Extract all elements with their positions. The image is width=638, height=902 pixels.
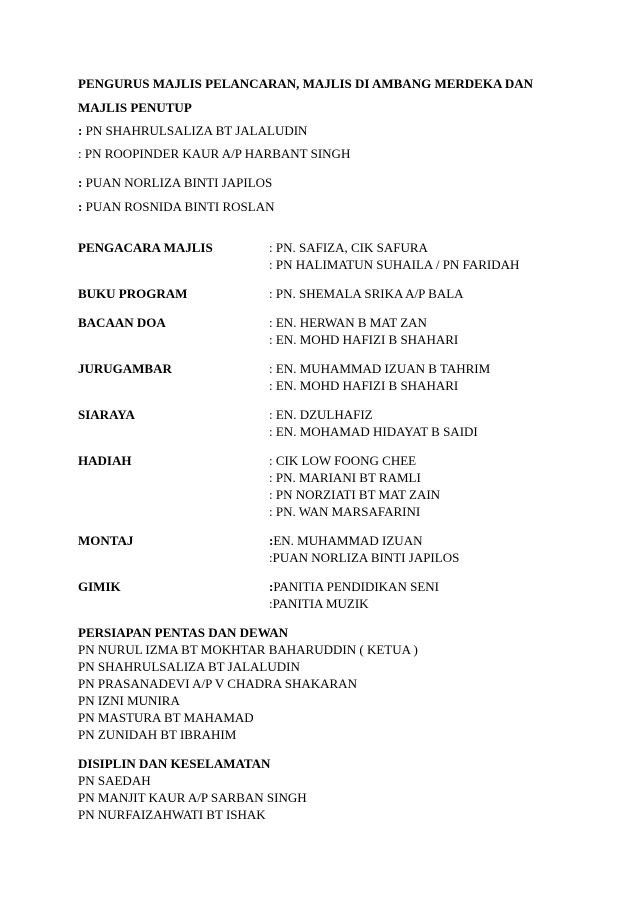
committee-member: : PN NORZIATI BT MAT ZAIN bbox=[269, 487, 441, 502]
section-title-disiplin: DISIPLIN DAN KESELAMATAN bbox=[78, 756, 271, 771]
committee-member: : EN. MOHD HAFIZI B SHAHARI bbox=[269, 332, 459, 347]
list-item: PN NURFAIZAHWATI BT ISHAK bbox=[78, 807, 266, 822]
member-name: EN. MUHAMMAD IZUAN bbox=[273, 533, 423, 548]
committee-member: : PN. WAN MARSAFARINI bbox=[269, 504, 421, 519]
member-name: PANITIA PENDIDIKAN SENI bbox=[273, 579, 439, 594]
colon: : bbox=[269, 550, 273, 565]
committee-label-gimik: GIMIK bbox=[78, 579, 121, 594]
committee-label-bacaan: BACAAN DOA bbox=[78, 315, 166, 330]
committee-label-hadiah: HADIAH bbox=[78, 453, 132, 468]
pengurus-line bbox=[78, 199, 274, 214]
committee-member: : EN. DZULHAFIZ bbox=[269, 407, 373, 422]
pengurus-name: PN ROOPINDER KAUR A/P HARBANT SINGH bbox=[81, 146, 351, 161]
committee-member: : EN. MOHAMAD HIDAYAT B SAIDI bbox=[269, 424, 478, 439]
committee-label-pengacara: PENGACARA MAJLIS bbox=[78, 240, 213, 255]
pengurus-name: PUAN ROSNIDA BINTI ROSLAN bbox=[82, 199, 275, 214]
colon: : bbox=[269, 579, 274, 594]
member-name: PANITIA MUZIK bbox=[272, 596, 369, 611]
pengurus-name: PN SHAHRULSALIZA BT JALALUDIN bbox=[82, 123, 308, 138]
list-item: PN SAEDAH bbox=[78, 773, 151, 788]
committee-member: : EN. MOHD HAFIZI B SHAHARI bbox=[269, 378, 459, 393]
pengurus-line bbox=[78, 146, 350, 161]
colon: : bbox=[269, 596, 273, 611]
colon: : bbox=[78, 146, 82, 161]
committee-member: : PN HALIMATUN SUHAILA / PN FARIDAH bbox=[269, 257, 520, 272]
list-item: PN SHAHRULSALIZA BT JALALUDIN bbox=[78, 659, 300, 674]
list-item: PN PRASANADEVI A/P V CHADRA SHAKARAN bbox=[78, 676, 357, 691]
committee-member: : PN. SHEMALA SRIKA A/P BALA bbox=[269, 286, 464, 301]
colon: : bbox=[78, 199, 83, 214]
heading-line-2: MAJLIS PENUTUP bbox=[78, 100, 192, 115]
committee-label-buku: BUKU PROGRAM bbox=[78, 286, 188, 301]
section-title-persiapan: PERSIAPAN PENTAS DAN DEWAN bbox=[78, 625, 289, 640]
colon: : bbox=[78, 175, 83, 190]
list-item: PN NURUL IZMA BT MOKHTAR BAHARUDDIN ( KETUA ) bbox=[78, 642, 418, 657]
committee-member bbox=[269, 533, 422, 548]
heading-line-1: PENGURUS MAJLIS PELANCARAN, MAJLIS DI AMBANG MERDEKA DAN bbox=[78, 76, 534, 91]
colon: : bbox=[78, 123, 83, 138]
committee-member bbox=[269, 596, 369, 611]
pengurus-line bbox=[78, 123, 307, 138]
committee-label-montaj: MONTAJ bbox=[78, 533, 134, 548]
member-name: PUAN NORLIZA BINTI JAPILOS bbox=[272, 550, 460, 565]
list-item: PN IZNI MUNIRA bbox=[78, 693, 180, 708]
colon: : bbox=[269, 533, 274, 548]
committee-member: : EN. HERWAN B MAT ZAN bbox=[269, 315, 427, 330]
list-item: PN MASTURA BT MAHAMAD bbox=[78, 710, 254, 725]
pengurus-line bbox=[78, 175, 272, 190]
committee-member: : PN. MARIANI BT RAMLI bbox=[269, 470, 421, 485]
committee-label-siaraya: SIARAYA bbox=[78, 407, 135, 422]
committee-member: : PN. SAFIZA, CIK SAFURA bbox=[269, 240, 428, 255]
pengurus-name: PUAN NORLIZA BINTI JAPILOS bbox=[82, 175, 273, 190]
list-item: PN MANJIT KAUR A/P SARBAN SINGH bbox=[78, 790, 307, 805]
committee-member bbox=[269, 550, 459, 565]
committee-member bbox=[269, 579, 439, 594]
committee-member: : CIK LOW FOONG CHEE bbox=[269, 453, 417, 468]
committee-member: : EN. MUHAMMAD IZUAN B TAHRIM bbox=[269, 361, 491, 376]
committee-label-jurugambar: JURUGAMBAR bbox=[78, 361, 172, 376]
list-item: PN ZUNIDAH BT IBRAHIM bbox=[78, 727, 237, 742]
